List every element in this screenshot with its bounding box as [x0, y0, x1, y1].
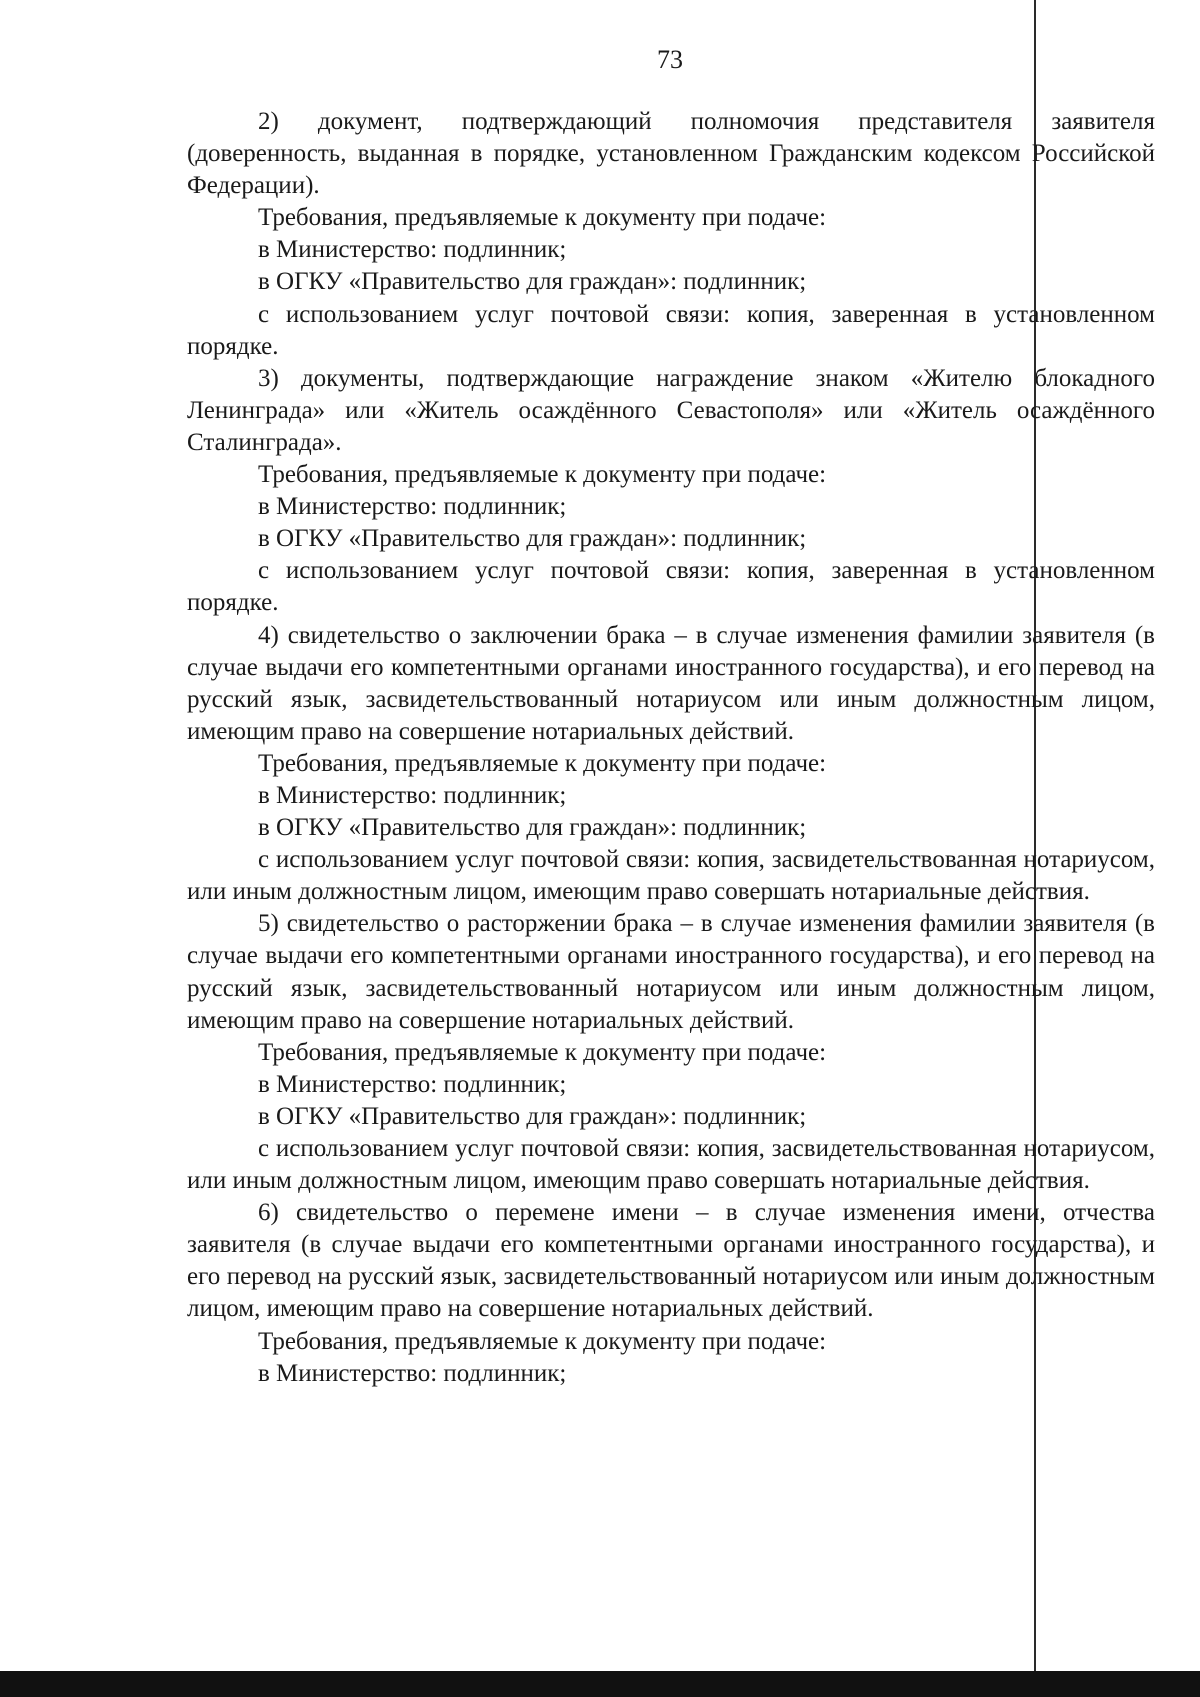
paragraph: 4) свидетельство о заключении брака – в случае изменения фамилии заявителя (в случае выдачи его компетентными органами иностранного государства), и его перевод на русский язык, засвидетельствованный нотариусом или иным должностным лицом, имеющим право на совершение нотариальных действий.: [187, 621, 1155, 745]
paragraph: с использованием услуг почтовой связи: копия, засвидетельствованная нотариусом, или иным должностным лицом, имеющим право совершать нотариальные действия.: [187, 846, 1155, 906]
paragraph: в Министерство: подлинник;: [258, 781, 567, 809]
paragraph: Требования, предъявляемые к документу при подаче:: [258, 749, 827, 777]
paragraph: Требования, предъявляемые к документу при подаче:: [258, 1038, 827, 1066]
paragraph: 6) свидетельство о перемене имени – в случае изменения имени, отчества заявителя (в случае выдачи его компетентными органами иностранного государства), и его перевод на русский язык, засвидетельствованный нотариусом или иным должностным лицом, имеющим право на совершение нотариальных действий.: [187, 1199, 1155, 1323]
paragraph: в ОГКУ «Правительство для граждан»: подлинник;: [258, 268, 807, 296]
paragraph: в Министерство: подлинник;: [258, 1070, 567, 1098]
paragraph: 2) документ, подтверждающий полномочия представителя заявителя (доверенность, выданная в порядке, установленном Гражданским кодексом Российской Федерации).: [187, 108, 1155, 200]
paragraph: в ОГКУ «Правительство для граждан»: подлинник;: [258, 814, 807, 842]
paragraph: в Министерство: подлинник;: [258, 1359, 567, 1387]
paragraph: в Министерство: подлинник;: [258, 493, 567, 521]
paragraph: с использованием услуг почтовой связи: копия, заверенная в установленном порядке.: [187, 557, 1155, 617]
page-number: 73: [657, 45, 683, 74]
paragraph: в ОГКУ «Правительство для граждан»: подлинник;: [258, 1102, 807, 1130]
paragraph: Требования, предъявляемые к документу при подаче:: [258, 204, 827, 232]
scan-bottom-border: [0, 1671, 1200, 1697]
paragraph: Требования, предъявляемые к документу при подаче:: [258, 461, 827, 489]
paragraph: с использованием услуг почтовой связи: копия, заверенная в установленном порядке.: [187, 300, 1155, 360]
paragraph: в ОГКУ «Правительство для граждан»: подлинник;: [258, 525, 807, 553]
paragraph: с использованием услуг почтовой связи: копия, засвидетельствованная нотариусом, или иным должностным лицом, имеющим право совершать нотариальные действия.: [187, 1135, 1155, 1195]
paragraph: Требования, предъявляемые к документу при подаче:: [258, 1327, 827, 1355]
paragraph: 3) документы, подтверждающие награждение знаком «Жителю блокадного Ленинграда» или «Житель осаждённого Севастополя» или «Житель осаждённого Сталинграда».: [187, 364, 1155, 456]
paragraph: 5) свидетельство о расторжении брака – в случае изменения фамилии заявителя (в случае выдачи его компетентными органами иностранного государства), и его перевод на русский язык, засвидетельствованный нотариусом или иным должностным лицом, имеющим право на совершение нотариальных действий.: [187, 910, 1155, 1034]
paragraph: в Министерство: подлинник;: [258, 236, 567, 264]
document-body: [187, 106, 1155, 1390]
